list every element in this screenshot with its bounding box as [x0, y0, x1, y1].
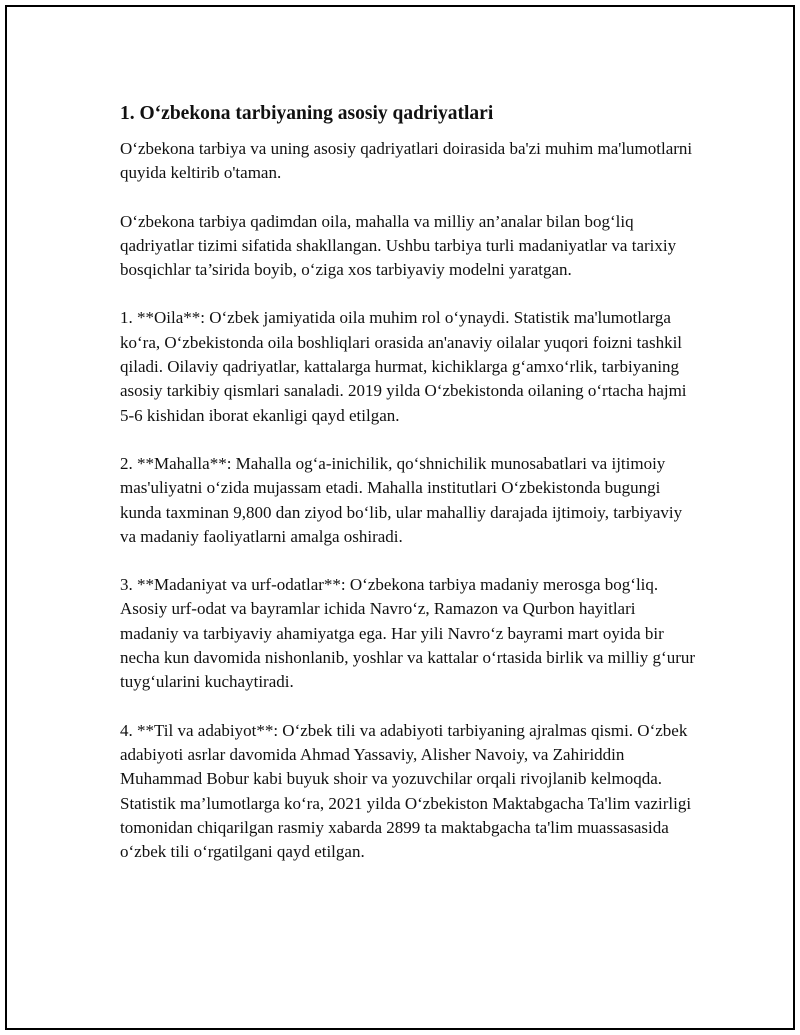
culture-paragraph: 3. **Madaniyat va urf-odatlar**: O‘zbekona tarbiya madaniy merosga bog‘liq. Asosiy urf-odat va bayramlar ichida Navro‘z, Ramazon va Qurbon hayitlari madaniy va tarbiyaviy ahamiyatga ega. Har yili Navro‘z bayrami mart oyida bir necha kun davomida nishonlanib, yoshlar va kattalar o‘rtasida birlik va milliy g‘urur tuyg‘ularini kuchaytiradi. — [120, 575, 696, 692]
family-paragraph: 1. **Oila**: O‘zbek jamiyatida oila muhim rol o‘ynaydi. Statistik ma'lumotlarga ko‘ra, O‘zbekistonda oila boshliqlari orasida an'anaviy oilalar yuqori foizni tashkil qiladi. Oilaviy qadriyatlar, kattalarga hurmat, kichiklarga g‘amxo‘rlik, tarbiyaning asosiy tarkibiy qismlari sanaladi. 2019 yilda O‘zbekistonda oilaning o‘rtacha hajmi 5-6 kishidan iborat ekanligi qayd etilgan. — [120, 308, 687, 425]
overview-paragraph: O‘zbekona tarbiya qadimdan oila, mahalla va milliy an’analar bilan bog‘liq qadriyatlar tizimi sifatida shakllangan. Ushbu tarbiya turli madaniyatlar va tarixiy bosqichlar ta’sirida boyib, o‘ziga xos tarbiyaviy modelni yaratgan. — [120, 211, 677, 280]
page-frame — [5, 5, 795, 1030]
language-paragraph: 4. **Til va adabiyot**: O‘zbek tili va adabiyoti tarbiyaning ajralmas qismi. O‘zbek adabiyoti asrlar davomida Ahmad Yassaviy, Alisher Navoiy, va Zahiriddin Muhammad Bobur kabi buyuk shoir va yozuvchilar orqali rivojlanib kelmoqda. Statistik ma’lumotlarga ko‘ra, 2021 yilda O‘zbekiston Maktabgacha Ta'lim vazirligi tomonidan chiqarilgan rasmiy xabarda 2899 ta maktabgacha ta'lim muassasasida o‘zbek tili o‘rgatilgani qayd etilgan. — [120, 720, 692, 862]
document-body — [120, 101, 695, 888]
section-heading: 1. O‘zbekona tarbiyaning asosiy qadriyatlari — [120, 103, 494, 124]
mahalla-paragraph: 2. **Mahalla**: Mahalla og‘a-inichilik, qo‘shnichilik munosabatlari va ijtimoiy mas'uliyatni o‘zida mujassam etadi. Mahalla institutlari O‘zbekistonda bugungi kunda taxminan 9,800 dan ziyod bo‘lib, ular mahalliy darajada ijtimoiy, tarbiyaviy va madaniy faoliyatlarni amalga oshiradi. — [120, 453, 683, 546]
intro-paragraph: O‘zbekona tarbiya va uning asosiy qadriyatlari doirasida ba'zi muhim ma'lumotlarni quyida keltirib o'taman. — [120, 139, 693, 183]
